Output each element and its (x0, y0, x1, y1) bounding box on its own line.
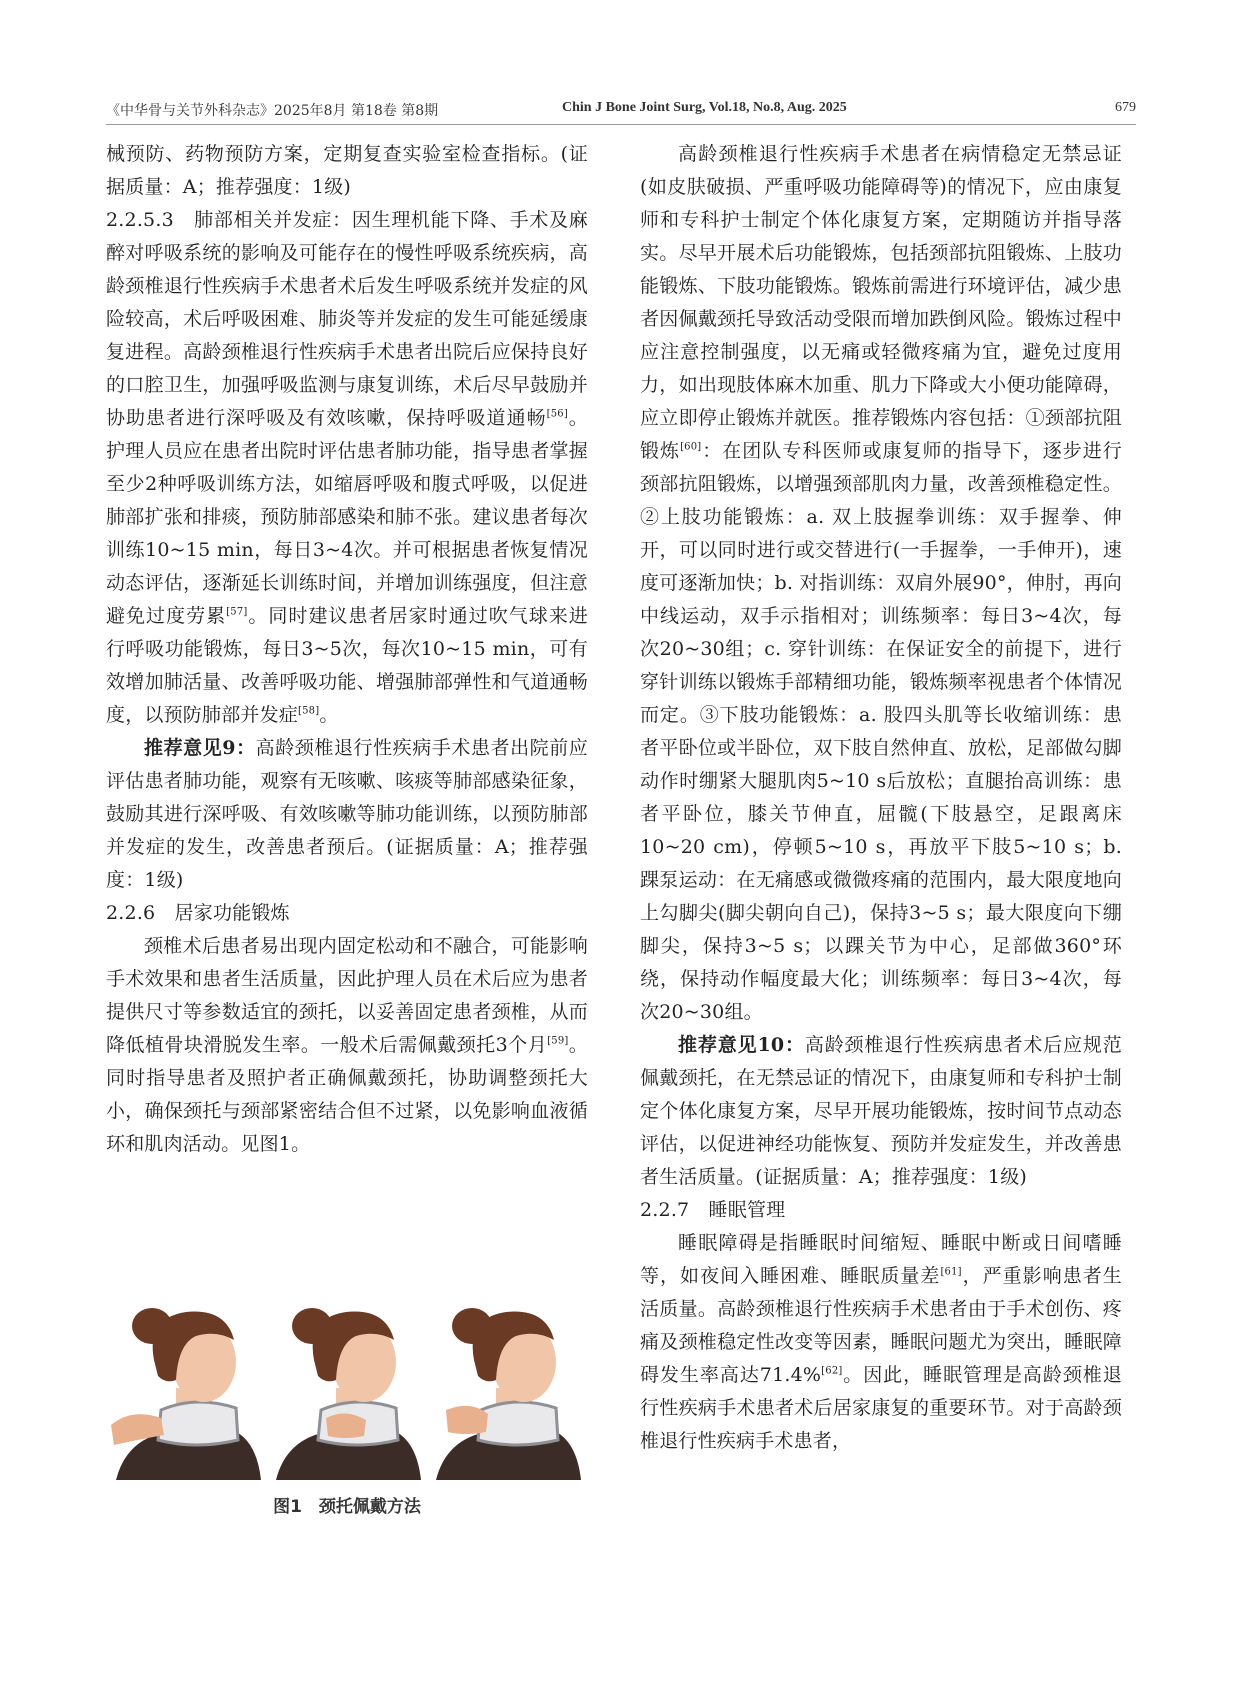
panel-3 (436, 1308, 581, 1480)
hand (326, 1413, 366, 1438)
citation-59[interactable]: [59] (547, 1035, 569, 1047)
section-heading-2-2-6: 2.2.6 居家功能锻炼 (106, 902, 290, 924)
text-run: 颈椎术后患者易出现内固定松动和不融合，可能影响手术效果和患者生活质量，因此护理人员在术后应为患者提供尺寸等参数适宜的颈托，以妥善固定患者颈椎，从而降低植骨块滑脱发生率。一般术后需佩戴颈托3个月 (106, 935, 588, 1056)
paragraph-exercise (640, 138, 1122, 1029)
text-run: ：在团队专科医师或康复师的指导下，逐步进行颈部抗阻锻炼，以增强颈部肌肉力量，改善颈椎稳定性。②上肢功能锻炼：a. 双上肢握拳训练：双手握拳、伸开，可以同时进行或交替进行(一手握拳，一手伸开)，速度可逐渐加快；b. 对指训练：双肩外展90°，伸肘，再向中线运动，双手示指相对；训练频率：每日3~4次，每次20~30组；c. 穿针训练：在保证安全的前提下，进行穿针训练以锻炼手部精细功能，锻炼频率视患者个体情况而定。③下肢功能锻炼：a. 股四头肌等长收缩训练：患者平卧位或半卧位，双下肢自然伸直、放松，足部做勾脚动作时绷紧大腿肌肉5~10 s后放松；直腿抬高训练：患者平卧位，膝关节伸直，屈髋(下肢悬空，足跟离床10~20 cm)，停顿5~10 s，再放平下肢5~10 s；b. 踝泵运动：在无痛感或微微疼痛的范围内，最大限度地向上勾脚尖(脚尖朝向自己)，保持3~5 s；最大限度向下绷脚尖，保持3~5 s；以踝关节为中心，足部做360°环绕，保持动作幅度最大化；训练频率：每日3~4次，每次20~30组。 (640, 440, 1122, 1023)
paragraph-collar (106, 930, 588, 1161)
recommendation-9 (106, 732, 588, 897)
citation-60[interactable]: [60] (680, 441, 702, 453)
text-run: 。护理人员应在患者出院时评估患者肺功能，指导患者掌握至少2种呼吸训练方法，如缩唇呼吸和腹式呼吸，以促进肺部扩张和排痰，预防肺部感染和肺不张。建议患者每次训练10~15 min，每日3~4次。并可根据患者恢复情况动态评估，逐渐延长训练时间，并增加训练强度，但注意避免过度劳累 (106, 407, 588, 627)
text-run: 高龄颈椎退行性疾病手术患者在病情稳定无禁忌证(如皮肤破损、严重呼吸功能障碍等)的情况下，应由康复师和专科护士制定个体化康复方案，定期随访并指导落实。尽早开展术后功能锻炼，包括颈部抗阻锻炼、上肢功能锻炼、下肢功能锻炼。锻炼前需进行环境评估，减少患者因佩戴颈托导致活动受限而增加跌倒风险。锻炼过程中应注意控制强度，以无痛或轻微疼痛为宜，避免过度用力，如出现肢体麻木加重、肌力下降或大小便功能障碍，应立即停止锻炼并就医。推荐锻炼内容包括：①颈部抗阻锻炼 (640, 143, 1122, 462)
panel-1 (111, 1308, 261, 1480)
citation-58[interactable]: [58] (298, 705, 320, 717)
recommendation-10 (640, 1029, 1122, 1194)
recommendation-label: 推荐意见10： (678, 1034, 805, 1056)
figure-caption: 图1 颈托佩戴方法 (273, 1497, 421, 1517)
left-column (106, 138, 588, 1161)
figure-1 (106, 1300, 588, 1517)
page-number: 679 (1115, 100, 1136, 115)
journal-title-cn: 《中华骨与关节外科杂志》2025年8月 第18卷 第8期 (106, 103, 439, 119)
paragraph-pulmonary (106, 204, 588, 732)
paragraph-continuation: 械预防、药物预防方案，定期复查实验室检查指标。(证据质量：A；推荐强度：1级) (106, 143, 588, 198)
recommendation-text: 高龄颈椎退行性疾病患者术后应规范佩戴颈托，在无禁忌证的情况下，由康复师和专科护士制定个体化康复方案，尽早开展功能锻炼，按时间节点动态评估，以促进神经功能恢复、预防并发症发生，并改善患者生活质量。(证据质量：A；推荐强度：1级) (640, 1034, 1122, 1188)
hair-bun (292, 1308, 332, 1344)
text-run: 2.2.5.3 肺部相关并发症：因生理机能下降、手术及麻醉对呼吸系统的影响及可能存在的慢性呼吸系统疾病，高龄颈椎退行性疾病手术患者术后发生呼吸系统并发症的风险较高，术后呼吸困难、肺炎等并发症的发生可能延缓康复进程。高龄颈椎退行性疾病手术患者出院后应保持良好的口腔卫生，加强呼吸监测与康复训练，术后尽早鼓励并协助患者进行深呼吸及有效咳嗽，保持呼吸道通畅 (106, 209, 588, 429)
text-run: 。 (319, 704, 339, 726)
recommendation-text: 高龄颈椎退行性疾病手术患者出院前应评估患者肺功能，观察有无咳嗽、咳痰等肺部感染征象，鼓励其进行深呼吸、有效咳嗽等肺功能训练，以预防肺部并发症的发生，改善患者预后。(证据质量：A；推荐强度：1级) (106, 737, 589, 891)
text-run: 睡眠障碍是指睡眠时间缩短、睡眠中断或日间嗜睡等，如夜间入睡困难、睡眠质量差 (640, 1232, 1122, 1287)
hair-bun (132, 1308, 172, 1344)
text-run: 。因此，睡眠管理是高龄颈椎退行性疾病手术患者术后居家康复的重要环节。对于高龄颈椎退行性疾病手术患者， (640, 1364, 1122, 1452)
text-run: 。同时建议患者居家时通过吹气球来进行呼吸功能锻炼，每日3~5次，每次10~15 min，可有效增加肺活量、改善呼吸功能、增强肺部弹性和气道通畅度，以预防肺部并发症 (106, 605, 589, 726)
recommendation-label: 推荐意见9： (144, 737, 256, 759)
citation-57[interactable]: [57] (226, 606, 248, 618)
text-run: ，严重影响患者生活质量。高龄颈椎退行性疾病手术患者由于手术创伤、疼痛及颈椎稳定性改变等因素，睡眠问题尤为突出，睡眠障碍发生率高达71.4% (640, 1265, 1122, 1386)
hand (446, 1406, 488, 1434)
header-rule (106, 124, 1136, 125)
citation-62[interactable]: [62] (821, 1365, 843, 1377)
text-run: 。同时指导患者及照护者正确佩戴颈托，协助调整颈托大小，确保颈托与颈部紧密结合但不过紧，以免影响血液循环和肌肉活动。见图1。 (106, 1034, 588, 1155)
section-heading-2-2-7: 2.2.7 睡眠管理 (640, 1199, 786, 1221)
panel-2 (276, 1308, 421, 1480)
figure-1-illustration (106, 1300, 588, 1480)
citation-56[interactable]: [56] (546, 408, 568, 420)
hair-bun (452, 1308, 492, 1344)
paragraph-sleep (640, 1227, 1122, 1458)
right-column (640, 138, 1122, 1458)
running-header (106, 96, 1136, 124)
journal-title-en: Chin J Bone Joint Surg, Vol.18, No.8, Aug. 2025 (562, 100, 847, 115)
collar (478, 1402, 558, 1445)
citation-61[interactable]: [61] (940, 1266, 962, 1278)
collar (158, 1402, 238, 1445)
